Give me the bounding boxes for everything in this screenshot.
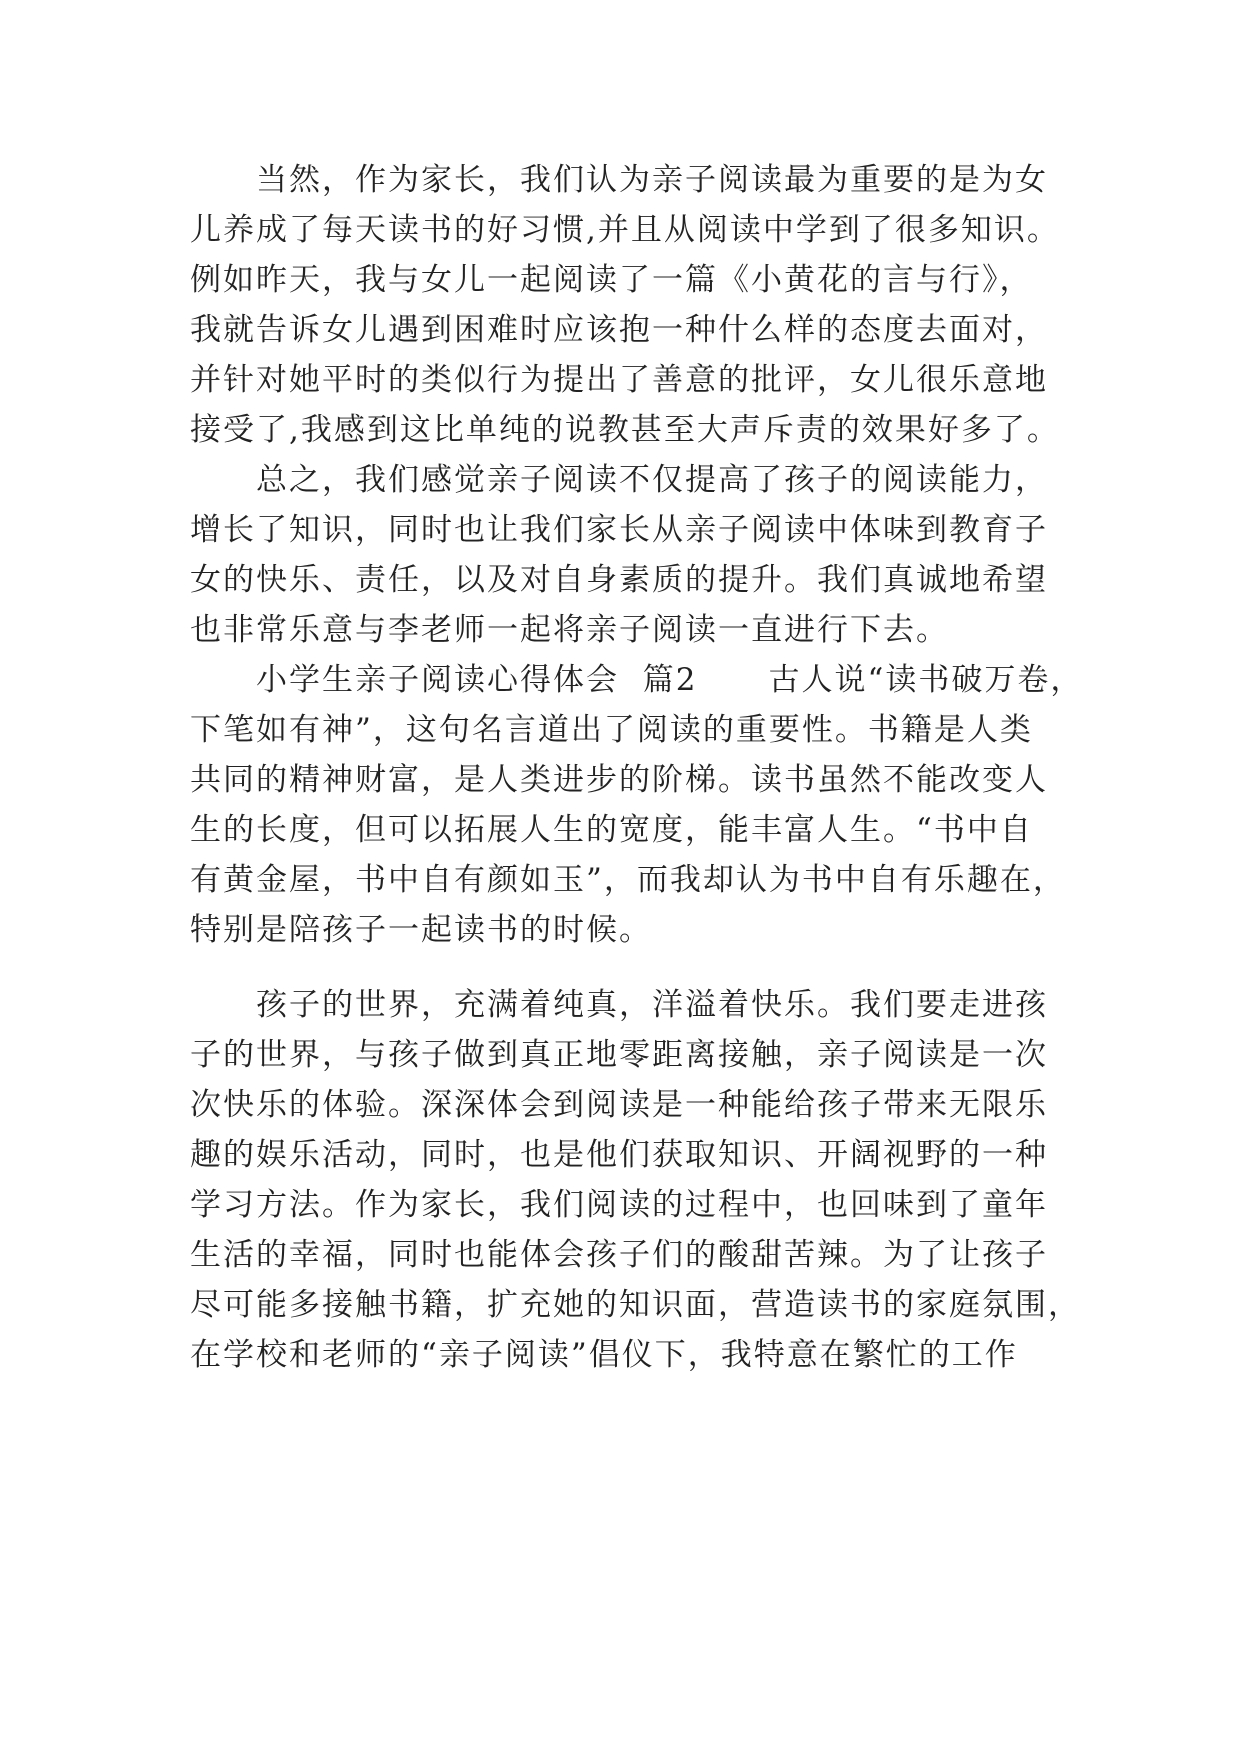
paragraph-4 — [190, 980, 1090, 1380]
text-line: 我就告诉女儿遇到困难时应该抱一种什么样的态度去面对， — [190, 312, 1048, 348]
text-line: 有黄金屋，书中自有颜如玉”，而我却认为书中自有乐趣在， — [190, 862, 1066, 898]
text-line: 生的长度，但可以拓展人生的宽度，能丰富人生。“书中自 — [190, 812, 1033, 848]
paragraph-gap — [190, 955, 1090, 980]
text-line: 并针对她平时的类似行为提出了善意的批评，女儿很乐意地 — [190, 362, 1048, 398]
text-line: 共同的精神财富，是人类进步的阶梯。读书虽然不能改变人 — [190, 762, 1048, 798]
text-line: 总之，我们感觉亲子阅读不仅提高了孩子的阅读能力， — [256, 462, 1048, 498]
paragraph-3 — [190, 655, 1090, 955]
text-line: 下笔如有神”，这句名言道出了阅读的重要性。书籍是人类 — [190, 712, 1033, 748]
text-line: 增长了知识，同时也让我们家长从亲子阅读中体味到教育子 — [190, 512, 1048, 548]
text-line: 趣的娱乐活动，同时，也是他们获取知识、开阔视野的一种 — [190, 1137, 1048, 1173]
text-line: 次快乐的体验。深深体会到阅读是一种能给孩子带来无限乐 — [190, 1087, 1048, 1123]
text-line: 尽可能多接触书籍，扩充她的知识面，营造读书的家庭氛围， — [190, 1287, 1081, 1323]
text-line: 在学校和老师的“亲子阅读”倡仪下，我特意在繁忙的工作 — [190, 1337, 1018, 1373]
text-line: 例如昨天，我与女儿一起阅读了一篇《小黄花的言与行》， — [190, 262, 1033, 298]
paragraph-2 — [190, 455, 1090, 655]
text-line: 生活的幸福，同时也能体会孩子们的酸甜苦辣。为了让孩子 — [190, 1237, 1048, 1273]
text-line: 也非常乐意与李老师一起将亲子阅读一直进行下去。 — [190, 612, 949, 648]
text-line: 学习方法。作为家长，我们阅读的过程中，也回味到了童年 — [190, 1187, 1048, 1223]
text-line: 小学生亲子阅读心得体会 篇2 古人说“读书破万卷， — [256, 662, 1084, 698]
text-line: 特别是陪孩子一起读书的时候。 — [190, 912, 652, 948]
text-line: 当然，作为家长，我们认为亲子阅读最为重要的是为女 — [256, 162, 1048, 198]
paragraph-1 — [190, 155, 1090, 455]
body-text — [190, 155, 1090, 1380]
text-line: 接受了,我感到这比单纯的说教甚至大声斥责的效果好多了。 — [190, 412, 1060, 448]
text-line: 女的快乐、责任，以及对自身素质的提升。我们真诚地希望 — [190, 562, 1048, 598]
text-line: 孩子的世界，充满着纯真，洋溢着快乐。我们要走进孩 — [256, 987, 1048, 1023]
text-line: 子的世界，与孩子做到真正地零距离接触，亲子阅读是一次 — [190, 1037, 1048, 1073]
text-line: 儿养成了每天读书的好习惯,并且从阅读中学到了很多知识。 — [190, 212, 1060, 248]
